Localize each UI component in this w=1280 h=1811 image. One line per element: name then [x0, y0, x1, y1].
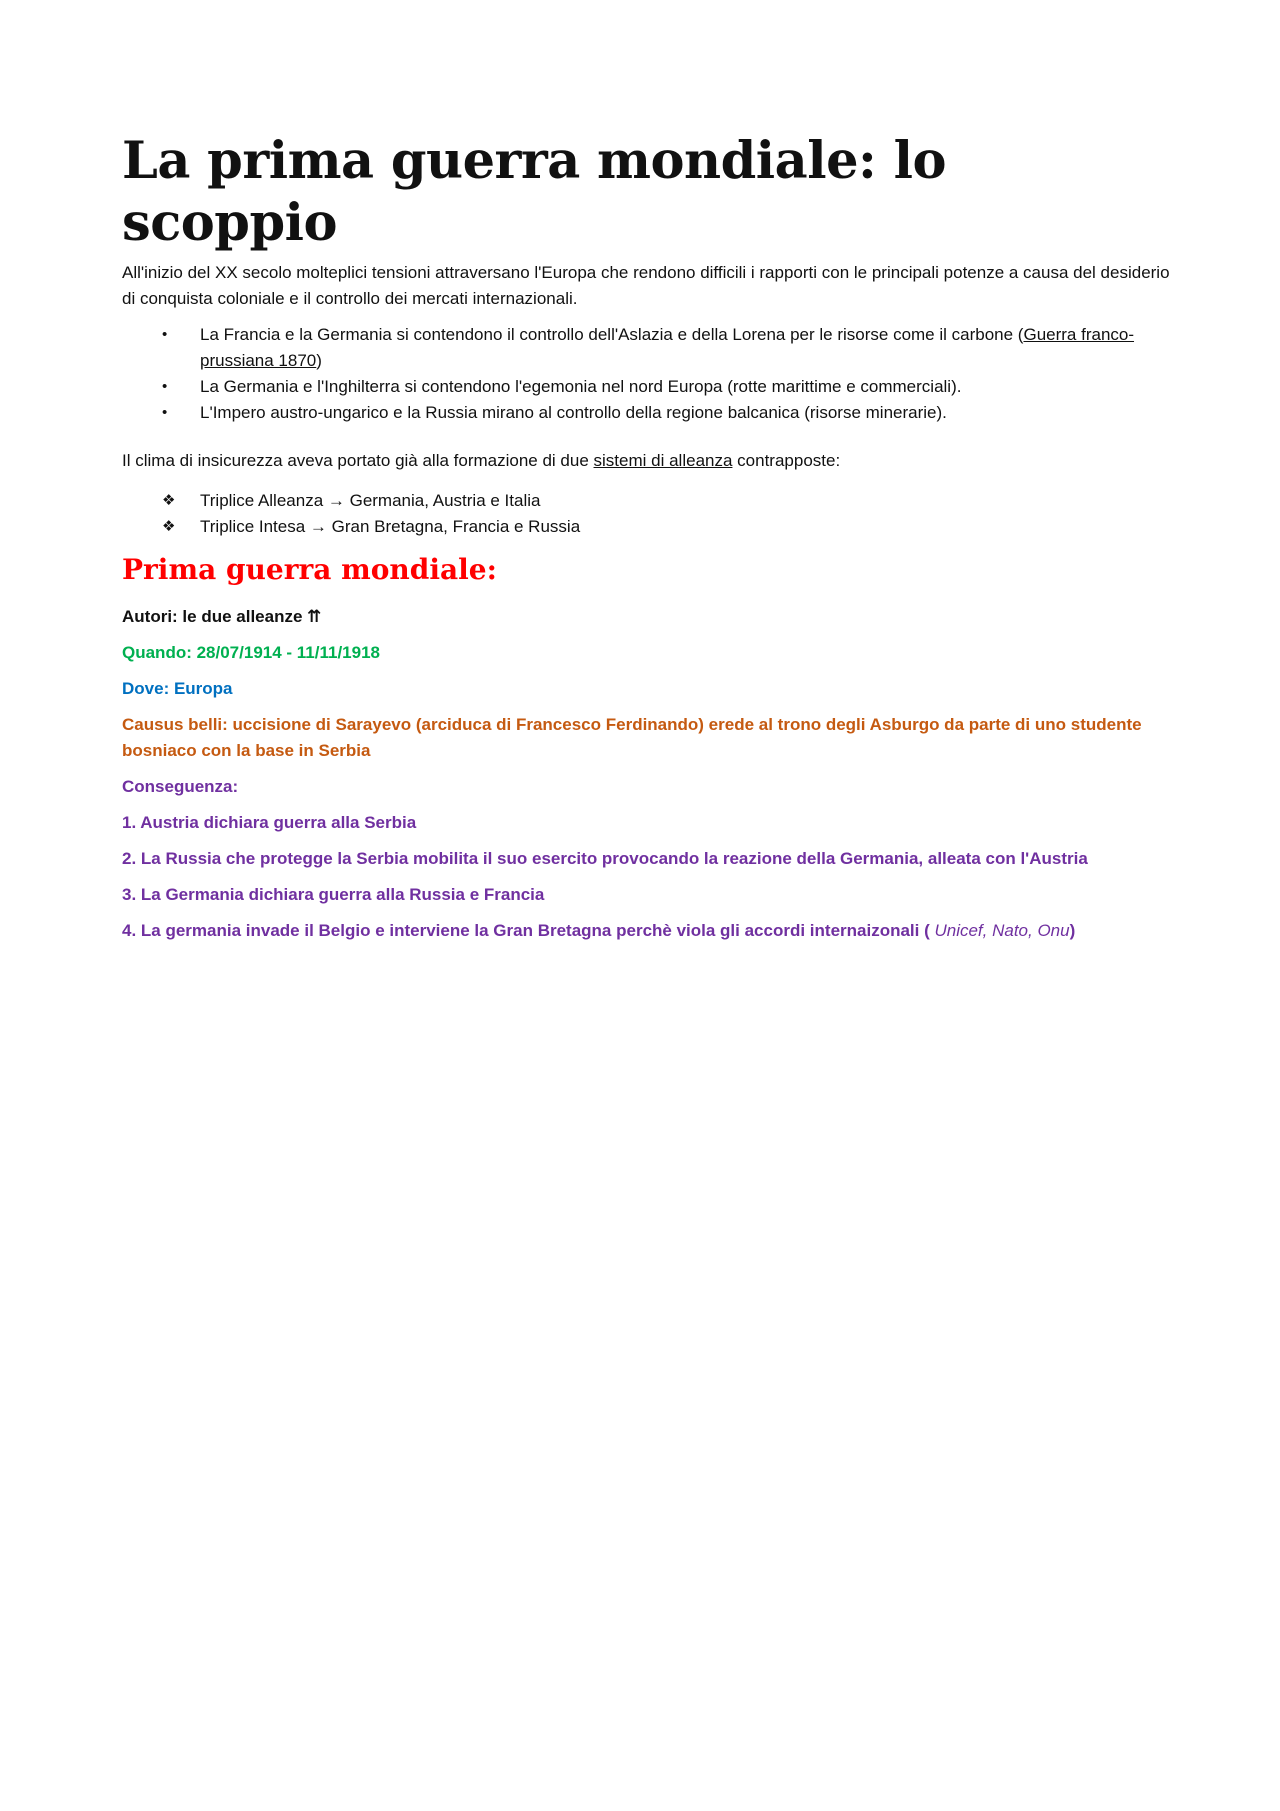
- bullet-icon: •: [162, 326, 168, 343]
- conseguenza-item: 3. La Germania dichiara guerra alla Russia e Francia: [122, 885, 545, 904]
- tensions-list: [122, 322, 1172, 426]
- list-item: ❖ Triplice Intesa → Gran Bretagna, Francia e Russia: [122, 514, 1172, 540]
- section-subtitle: Prima guerra mondiale:: [122, 553, 497, 586]
- causus-belli-line: Causus belli: uccisione di Sarayevo (arciduca di Francesco Ferdinando) erede al trono degli Asburgo da parte di uno studente bosniaco con la base in Serbia: [122, 715, 1142, 760]
- clima-paragraph: Il clima di insicurezza aveva portato già alla formazione di due sistemi di alleanza contrapposte:: [122, 451, 841, 470]
- conseguenza-item: 2. La Russia che protegge la Serbia mobilita il suo esercito provocando la reazione della Germania, alleata con l'Austria: [122, 849, 1088, 868]
- underlined-text: sistemi di alleanza: [593, 451, 733, 470]
- conseguenza-item: 4. La germania invade il Belgio e interviene la Gran Bretagna perchè viola gli accordi internaizonali ( Unicef, Nato, Onu): [122, 921, 1076, 940]
- intro-paragraph: All'inizio del XX secolo molteplici tensioni attraversano l'Europa che rendono difficili i rapporti con le principali potenze a causa del desiderio di conquista coloniale e il controllo dei mercati internazionali.: [122, 263, 1170, 308]
- list-item: ❖ Triplice Alleanza → Germania, Austria e Italia: [122, 488, 1172, 514]
- list-item: • La Francia e la Germania si contendono il controllo dell'Aslazia e della Lorena per le risorse come il carbone (Guerra franco-prussiana 1870): [122, 322, 1172, 374]
- diamond-bullet-icon: ❖: [162, 492, 176, 509]
- conseguenza-item: 1. Austria dichiara guerra alla Serbia: [122, 813, 417, 832]
- autori-line: Autori: le due alleanze ⇈: [122, 607, 322, 626]
- underlined-text: Guerra franco-prussiana 1870: [200, 325, 1135, 370]
- diamond-bullet-icon: ❖: [162, 518, 176, 535]
- bullet-icon: •: [162, 378, 168, 395]
- list-item: • La Germania e l'Inghilterra si contendono l'egemonia nel nord Europa (rotte marittime e commerciali).: [122, 374, 1172, 400]
- conseguenza-label: Conseguenza:: [122, 777, 239, 796]
- document-page: [122, 130, 1172, 954]
- dove-line: Dove: Europa: [122, 679, 233, 698]
- list-item: • L'Impero austro-ungarico e la Russia mirano al controllo della regione balcanica (risorse minerarie).: [122, 400, 1172, 426]
- alliances-list: [122, 488, 1172, 540]
- page-title: La prima guerra mondiale: lo scoppio: [122, 131, 946, 253]
- bullet-icon: •: [162, 404, 168, 421]
- quando-line: Quando: 28/07/1914 - 11/11/1918: [122, 643, 380, 662]
- italic-text: Unicef, Nato, Onu: [929, 921, 1070, 940]
